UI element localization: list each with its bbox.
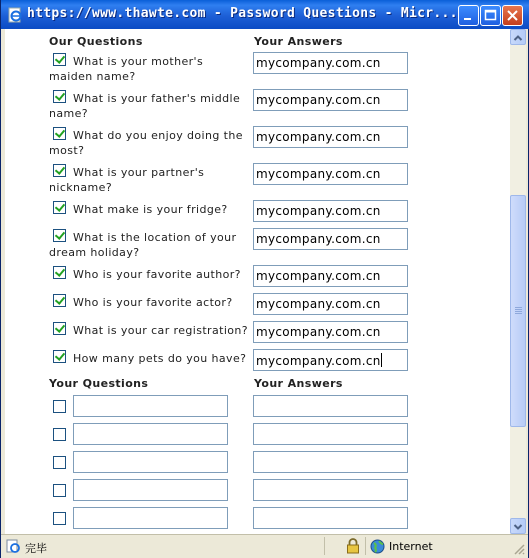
- question-label: What make is your fridge?: [73, 203, 228, 216]
- answer-input[interactable]: mycompany.com.cn: [253, 228, 408, 250]
- status-bar: [1, 534, 528, 558]
- ie-document-icon: [7, 7, 23, 23]
- maximize-icon: [481, 6, 500, 25]
- question-label: Who is your favorite author?: [73, 268, 241, 281]
- custom-answer-input[interactable]: [253, 451, 408, 473]
- custom-answer-input[interactable]: [253, 479, 408, 501]
- lock-icon: [346, 538, 360, 554]
- answer-input[interactable]: mycompany.com.cn: [253, 265, 408, 287]
- custom-question-input[interactable]: [73, 507, 228, 529]
- maximize-button[interactable]: [480, 5, 501, 26]
- scroll-down-button[interactable]: [510, 518, 526, 534]
- answer-input[interactable]: mycompany.com.cn: [253, 293, 408, 315]
- title-bar[interactable]: [1, 0, 529, 29]
- globe-icon: [370, 539, 385, 554]
- question-label: What is your car registration?: [73, 324, 249, 337]
- answer-input[interactable]: mycompany.com.cn: [253, 349, 408, 371]
- custom-question-checkbox[interactable]: [53, 512, 66, 525]
- answer-input[interactable]: mycompany.com.cn: [253, 89, 408, 111]
- answer-input[interactable]: mycompany.com.cn: [253, 163, 408, 185]
- answer-input[interactable]: mycompany.com.cn: [253, 200, 408, 222]
- your-questions-header: Your Questions: [49, 377, 149, 390]
- your-answers-header: Your Answers: [254, 35, 343, 48]
- answer-input[interactable]: mycompany.com.cn: [253, 52, 408, 74]
- scroll-thumb[interactable]: [510, 195, 526, 427]
- scroll-up-button[interactable]: [510, 29, 526, 45]
- arrow-up-icon: [511, 31, 525, 45]
- status-text: 完毕: [25, 542, 47, 555]
- custom-question-checkbox[interactable]: [53, 484, 66, 497]
- close-icon: [503, 6, 522, 25]
- window-title: https://www.thawte.com - Password Questions - Micr...: [27, 6, 458, 21]
- page-done-icon: [6, 539, 21, 554]
- custom-question-checkbox[interactable]: [53, 456, 66, 469]
- custom-answer-input[interactable]: [253, 395, 408, 417]
- our-questions-header: Our Questions: [49, 35, 143, 48]
- custom-answer-input[interactable]: [253, 423, 408, 445]
- vertical-scrollbar[interactable]: [510, 29, 526, 534]
- custom-question-checkbox[interactable]: [53, 428, 66, 441]
- custom-question-input[interactable]: [73, 423, 228, 445]
- question-label: What is your mother's maiden name?: [49, 55, 204, 83]
- question-label: What is your father's middle name?: [49, 92, 241, 120]
- close-button[interactable]: [502, 5, 523, 26]
- answer-input[interactable]: mycompany.com.cn: [253, 321, 408, 343]
- custom-question-checkbox[interactable]: [53, 400, 66, 413]
- minimize-button[interactable]: [458, 5, 479, 26]
- resize-grip-icon[interactable]: [513, 543, 526, 556]
- your-answers-header-2: Your Answers: [254, 377, 343, 390]
- question-label: What is the location of your dream holiday?: [49, 231, 237, 259]
- custom-question-input[interactable]: [73, 479, 228, 501]
- answer-input[interactable]: mycompany.com.cn: [253, 126, 408, 148]
- question-label: What do you enjoy doing the most?: [49, 129, 243, 157]
- custom-question-input[interactable]: [73, 451, 228, 473]
- question-label: What is your partner's nickname?: [49, 166, 205, 194]
- custom-question-input[interactable]: [73, 395, 228, 417]
- question-label: Who is your favorite actor?: [73, 296, 233, 309]
- question-label: How many pets do you have?: [73, 352, 247, 365]
- custom-answer-input[interactable]: [253, 507, 408, 529]
- page-content: [5, 29, 510, 534]
- arrow-down-icon: [511, 520, 525, 534]
- minimize-icon: [459, 6, 478, 25]
- security-zone-label: Internet: [389, 540, 433, 553]
